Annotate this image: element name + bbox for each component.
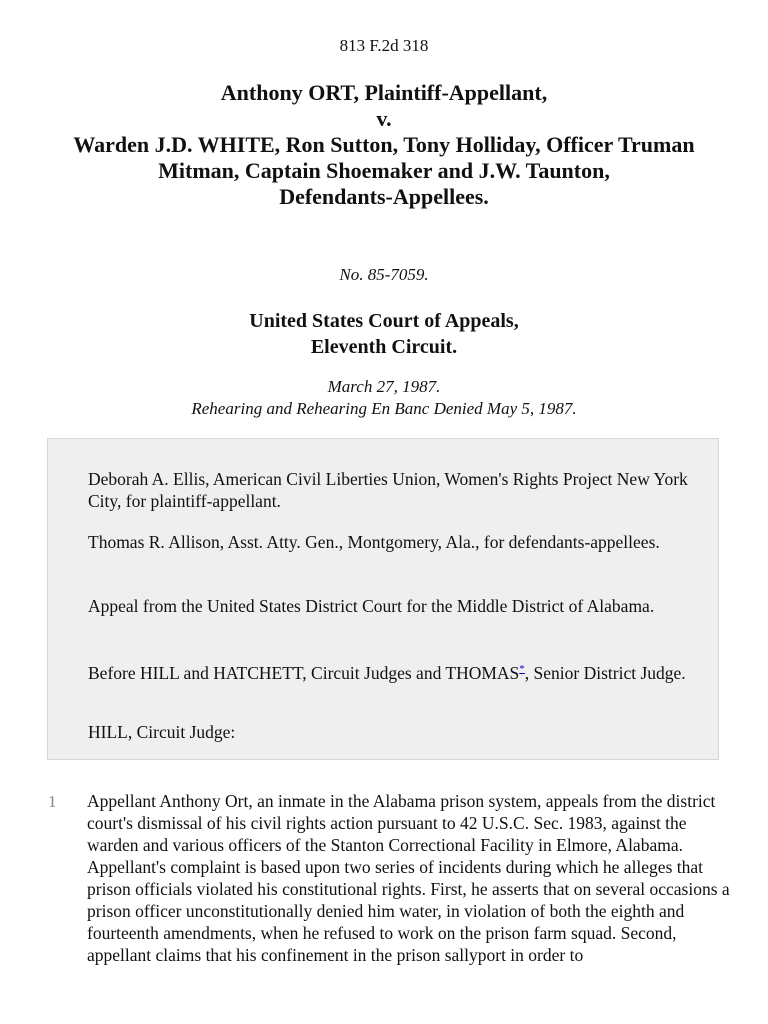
case-citation: 813 F.2d 318 (339, 36, 429, 55)
counsel-plaintiff: Deborah A. Ellis, American Civil Liberties Union, Women's Rights Project New York City, for plaintiff-appellant. (88, 469, 688, 511)
caption-versus: v. (376, 106, 392, 131)
counsel-defendants: Thomas R. Allison, Asst. Atty. Gen., Montgomery, Ala., for defendants-appellees. (88, 532, 660, 552)
opinion-author: HILL, Circuit Judge: (88, 722, 236, 742)
rehearing-date: Rehearing and Rehearing En Banc Denied May 5, 1987. (191, 399, 577, 418)
footnote-link[interactable]: * (519, 663, 525, 675)
decision-date: March 27, 1987. (327, 377, 441, 396)
panel-judges-text-end: , Senior District Judge. (524, 662, 686, 683)
counsel-box (47, 438, 719, 760)
court-name-line-1: United States Court of Appeals, (249, 310, 519, 332)
caption-defendants-line-1: Warden J.D. WHITE, Ron Sutton, Tony Holliday, Officer Truman (73, 132, 695, 157)
case-caption (40, 80, 728, 210)
appeal-origin: Appeal from the United States District Court for the Middle District of Alabama. (88, 596, 655, 616)
panel-judges (88, 658, 688, 684)
paragraph-number: 1 (48, 792, 57, 811)
court-name (0, 308, 768, 360)
caption-defendants-line-2: Mitman, Captain Shoemaker and J.W. Taunton, (158, 158, 610, 183)
caption-plaintiff: Anthony ORT, Plaintiff-Appellant, (220, 80, 548, 105)
docket-number: No. 85-7059. (339, 265, 429, 284)
court-name-line-2: Eleventh Circuit. (310, 336, 458, 358)
decision-dates (0, 376, 768, 420)
opinion-paragraph: Appellant Anthony Ort, an inmate in the Alabama prison system, appeals from the district court's dismissal of his civil rights action pursuant to 42 U.S.C. Sec. 1983, against the warden and various officers of the Stanton Correctional Facility in Elmore, Alabama. Appellant's complaint is based upon two series of incidents during which he alleges that prison officials violated his constitutional rights. First, he asserts that on several occasions a prison officer unconstitutionally denied him water, in violation of both the eighth and fourteenth amendments, when he refused to work on the prison farm squad. Second, appellant claims that his confinement in the prison sallyport in order to (87, 791, 730, 965)
panel-judges-text: Before HILL and HATCHETT, Circuit Judges and THOMAS (88, 662, 520, 683)
caption-defendants-line-3: Defendants-Appellees. (279, 184, 489, 209)
